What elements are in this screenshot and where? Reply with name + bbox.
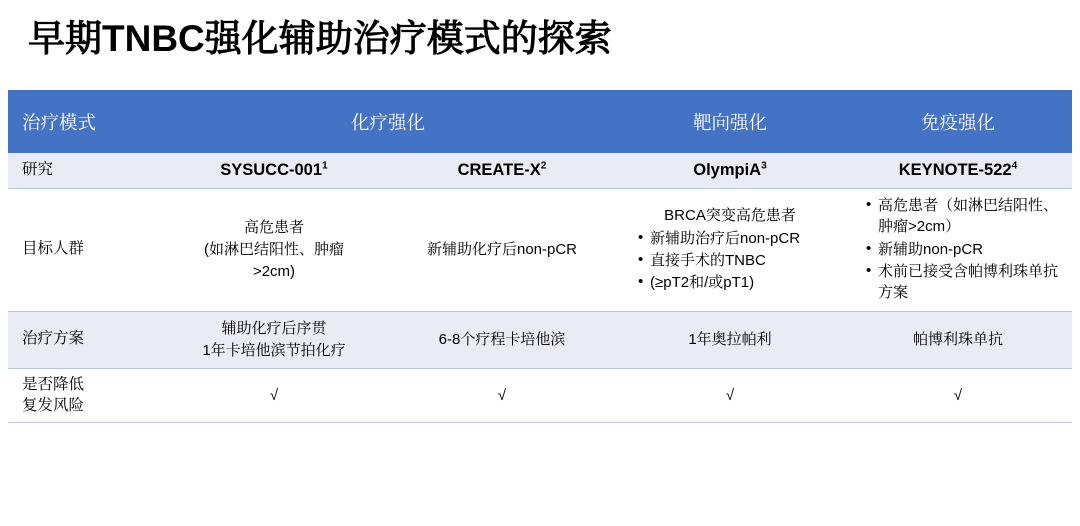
study-name-sysucc: SYSUCC-001: [220, 161, 323, 179]
row-label-population: 目标人群: [8, 189, 160, 311]
cell-risk-olympia: √: [616, 368, 844, 423]
ref-sup-1: 1: [322, 160, 328, 172]
regimen-line: 1年卡培他滨节拍化疗: [202, 341, 346, 359]
regimen-line: 1年奥拉帕利: [688, 330, 772, 348]
row-label-line: 是否降低: [22, 375, 85, 393]
cell-study-sysucc: [160, 153, 388, 189]
header-row-label: 治疗模式: [8, 90, 160, 153]
row-label-line: 复发风险: [22, 396, 85, 414]
study-name-createx: CREATE-X: [457, 161, 541, 179]
cell-risk-createx: √: [388, 368, 616, 423]
regimen-line: 6-8个疗程卡培他滨: [438, 330, 566, 348]
cell-population-olympia: [616, 189, 844, 311]
header-col-chemo: 化疗强化: [160, 90, 616, 153]
cell-population-createx: [388, 189, 616, 311]
cell-regimen-keynote: [844, 311, 1072, 368]
table-row-population: [8, 189, 1072, 311]
regimen-line: 辅助化疗后序贯: [221, 319, 327, 337]
table-row-regimen: [8, 311, 1072, 368]
cell-regimen-createx: [388, 311, 616, 368]
page-title: 早期TNBC强化辅助治疗模式的探索: [28, 18, 612, 59]
header-col-immune: 免疫强化: [844, 90, 1072, 153]
ref-sup-2: 2: [540, 160, 547, 172]
ref-sup-4: 4: [1011, 160, 1018, 172]
population-line: 新辅助化疗后non-pCR: [426, 240, 578, 258]
population-bullet-list-keynote: [852, 195, 1064, 303]
population-lead: BRCA突变高危患者: [664, 207, 796, 225]
cell-study-olympia: [616, 153, 844, 189]
cell-population-keynote: [844, 189, 1072, 311]
cell-regimen-olympia: [616, 311, 844, 368]
study-name-olympia: OlympiA: [693, 161, 762, 179]
table-row-risk-reduction: [8, 368, 1072, 423]
row-label-study: 研究: [8, 153, 160, 189]
list-item: • 新辅助non-pCR: [866, 239, 1064, 260]
list-item: • 新辅助治疗后non-pCR: [638, 228, 836, 249]
list-item: • 术前已接受含帕博利珠单抗方案: [866, 261, 1064, 304]
table-header-row: [8, 90, 1072, 153]
cell-risk-keynote: √: [844, 368, 1072, 423]
population-bullet-list: [624, 228, 836, 294]
row-label-risk-reduction: [8, 368, 160, 423]
population-line: >2cm): [252, 262, 296, 280]
row-label-regimen: 治疗方案: [8, 311, 160, 368]
list-item: • 高危患者（如淋巴结阳性、肿瘤>2cm）: [866, 195, 1064, 238]
cell-regimen-sysucc: [160, 311, 388, 368]
ref-sup-3: 3: [761, 160, 767, 172]
table-row-study: [8, 153, 1072, 189]
treatment-comparison-table: [8, 90, 1072, 423]
population-line: (如淋巴结阳性、肿瘤: [204, 240, 344, 258]
regimen-line: 帕博利珠单抗: [913, 330, 1004, 348]
cell-population-sysucc: [160, 189, 388, 311]
cell-risk-sysucc: √: [160, 368, 388, 423]
list-item-text: (≥pT2和/或pT1): [650, 274, 755, 292]
cell-study-keynote: [844, 153, 1072, 189]
list-item: • 直接手术的TNBC: [638, 250, 836, 271]
header-col-targeted: 靶向强化: [616, 90, 844, 153]
list-item: [638, 272, 836, 293]
study-name-keynote: KEYNOTE-522: [898, 161, 1012, 179]
population-line: 高危患者: [243, 218, 304, 236]
cell-study-createx: [388, 153, 616, 189]
